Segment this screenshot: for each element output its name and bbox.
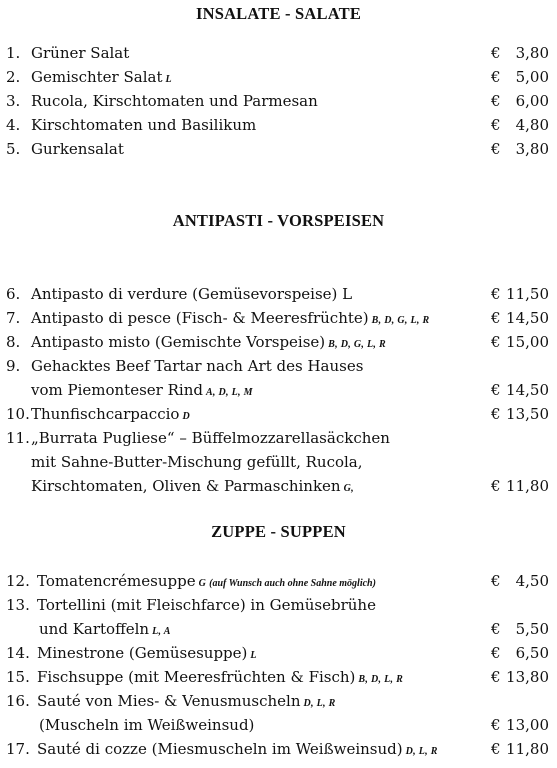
item-number: 17.: [6, 740, 30, 758]
menu-item-continuation: [0, 474, 557, 498]
menu-item: [0, 641, 557, 665]
menu-item: [0, 426, 557, 450]
menu-item: [0, 402, 557, 426]
item-price: 14,50: [506, 381, 549, 399]
currency-symbol: €: [491, 68, 501, 86]
item-name: Kirschtomaten und Basilikum: [31, 116, 257, 134]
item-name: Thunfischcarpaccio: [31, 405, 180, 423]
item-name: Minestrone (Gemüsesuppe): [37, 644, 248, 662]
currency-symbol: €: [491, 644, 501, 662]
item-number: 15.: [6, 668, 30, 686]
item-number: 11.: [6, 429, 30, 447]
item-number: 9.: [6, 357, 21, 375]
menu-item: [0, 41, 557, 65]
item-number: 5.: [6, 140, 21, 158]
allergen-codes: G: [198, 578, 207, 589]
item-price: 6,00: [515, 92, 549, 110]
allergen-codes: B, D, G, L, R: [371, 315, 430, 326]
item-name-continuation: (Muscheln im Weißweinsud): [39, 716, 255, 734]
menu-item: [0, 89, 557, 113]
menu-item: [0, 354, 557, 378]
item-price: 6,50: [515, 644, 549, 662]
section-title-vorspeisen: ANTIPASTI - VORSPEISEN: [172, 211, 385, 230]
currency-symbol: €: [491, 740, 501, 758]
menu-item: [0, 306, 557, 330]
item-price: 13,50: [506, 405, 549, 423]
currency-symbol: €: [491, 716, 501, 734]
currency-symbol: €: [491, 92, 501, 110]
item-name: Tortellini (mit Fleischfarce) in Gemüsebrühe: [37, 596, 376, 614]
menu-item: [0, 330, 557, 354]
item-number: 4.: [6, 116, 21, 134]
item-number: 2.: [6, 68, 21, 86]
currency-symbol: €: [491, 116, 501, 134]
item-name: Antipasto misto (Gemischte Vorspeise): [31, 333, 326, 351]
currency-symbol: €: [491, 44, 501, 62]
item-price: 4,50: [515, 572, 549, 590]
item-name: Gemischter Salat: [31, 68, 163, 86]
menu-item: [0, 137, 557, 161]
menu-item: [0, 665, 557, 689]
currency-symbol: €: [491, 381, 501, 399]
item-name: Sauté von Mies- & Venusmuscheln: [37, 692, 301, 710]
item-price: 11,80: [506, 477, 549, 495]
currency-symbol: €: [491, 477, 501, 495]
item-number: 3.: [6, 92, 21, 110]
allergen-codes: D, L, R: [303, 698, 336, 709]
item-price: 5,50: [515, 620, 549, 638]
menu-item: [0, 737, 557, 761]
currency-symbol: €: [491, 620, 501, 638]
menu-item: [0, 282, 557, 306]
item-number: 7.: [6, 309, 21, 327]
currency-symbol: €: [491, 333, 501, 351]
item-number: 1.: [6, 44, 21, 62]
menu-item-continuation: [0, 450, 557, 474]
section-title-salate: INSALATE - SALATE: [195, 4, 362, 23]
item-price: 11,50: [506, 285, 549, 303]
menu-item-continuation: [0, 713, 557, 737]
item-name-continuation: Kirschtomaten, Oliven & Parmaschinken: [31, 477, 341, 495]
item-name-continuation: vom Piemonteser Rind: [31, 381, 203, 399]
item-name: Antipasto di verdure (Gemüsevorspeise) L: [31, 285, 353, 303]
menu-item-continuation: [0, 617, 557, 641]
allergen-codes: B, D, G, L, R: [328, 339, 386, 350]
section-title-suppen: ZUPPE - SUPPEN: [211, 522, 346, 541]
allergen-codes: G,: [343, 483, 354, 494]
item-name: Grüner Salat: [31, 44, 130, 62]
currency-symbol: €: [491, 572, 501, 590]
item-price: 3,80: [515, 140, 549, 158]
item-price: 3,80: [515, 44, 549, 62]
item-name: „Burrata Pugliese“ – Büffelmozzarellasäckchen: [31, 429, 390, 447]
item-price: 13,00: [506, 716, 549, 734]
item-price: 15,00: [506, 333, 549, 351]
item-number: 12.: [6, 572, 30, 590]
item-name: Gehacktes Beef Tartar nach Art des Hauses: [31, 357, 364, 375]
currency-symbol: €: [491, 285, 501, 303]
item-number: 13.: [6, 596, 30, 614]
menu-item: [0, 65, 557, 89]
currency-symbol: €: [491, 405, 501, 423]
menu-item: [0, 113, 557, 137]
item-note: (auf Wunsch auch ohne Sahne möglich): [209, 578, 376, 589]
menu-item: [0, 689, 557, 713]
item-price: 13,80: [506, 668, 549, 686]
item-price: 11,80: [506, 740, 549, 758]
item-name: Rucola, Kirschtomaten und Parmesan: [31, 92, 318, 110]
allergen-codes: L, A: [152, 626, 171, 637]
item-name-continuation: mit Sahne-Butter-Mischung gefüllt, Rucola,: [31, 453, 363, 471]
menu-item-continuation: [0, 378, 557, 402]
currency-symbol: €: [491, 668, 501, 686]
item-name: Tomatencrémesuppe: [37, 572, 196, 590]
item-number: 14.: [6, 644, 30, 662]
item-number: 8.: [6, 333, 21, 351]
item-price: 5,00: [515, 68, 549, 86]
allergen-codes: B, D, L, R: [358, 674, 404, 685]
allergen-codes: A, D, L, M: [205, 387, 253, 398]
currency-symbol: €: [491, 140, 501, 158]
item-name: Antipasto di pesce (Fisch- & Meeresfrüchte): [31, 309, 369, 327]
item-number: 6.: [6, 285, 21, 303]
item-number: 10.: [6, 405, 30, 423]
allergen-codes: D: [182, 411, 190, 422]
allergen-codes: L: [250, 650, 257, 661]
item-number: 16.: [6, 692, 30, 710]
item-name: Gurkensalat: [31, 140, 124, 158]
item-price: 4,80: [515, 116, 549, 134]
currency-symbol: €: [491, 309, 501, 327]
allergen-codes: L: [165, 74, 172, 85]
menu-item: [0, 593, 557, 617]
item-price: 14,50: [506, 309, 549, 327]
allergen-codes: D, L, R: [405, 746, 438, 757]
item-name: Sauté di cozze (Miesmuscheln im Weißweinsud): [37, 740, 403, 758]
item-name: Fischsuppe (mit Meeresfrüchten & Fisch): [37, 668, 356, 686]
item-name-continuation: und Kartoffeln: [39, 620, 150, 638]
menu-item: [0, 569, 557, 593]
